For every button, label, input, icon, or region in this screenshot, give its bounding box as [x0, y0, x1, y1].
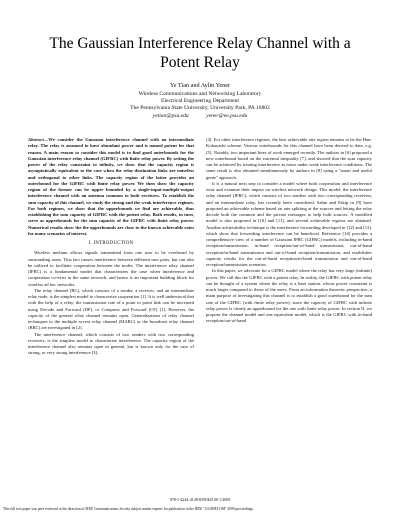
affiliation-block [20, 91, 380, 120]
footer-peer-review-note: This full text paper was peer reviewed at the direction of IEEE Communications Society subject matter experts for publication in the IEEE "GLOBECOM" 2009 proceedings. [3, 507, 254, 511]
right-column [206, 137, 372, 325]
author-email-1: yetian@psu.edu [152, 112, 189, 119]
intro-paragraph-1: Wireless medium allows signals transmitted from one user to be overheard by surrounding users. This fact causes interference between different user pairs, but can also be utilized to facilitate cooperation between the nodes. The interference relay channel (IFRC) is a fundamental model that characterizes the case when interference and cooperation co-exist in the same network, and hence is an important building block for wireless ad hoc networks. [28, 250, 194, 287]
left-column [28, 137, 194, 357]
affiliation-university: The Pennsylvania State University, University Park, PA 16802 [130, 105, 270, 112]
paper-title [20, 34, 380, 72]
affiliation-lab: Wireless Communications and Networking Laboratory [138, 91, 262, 97]
author-names: Ye Tian and Aylin Yener [169, 82, 231, 89]
abstract-text: —We consider the Gaussian interference channel with an intermediate relay. The relay is assumed to have abundant power and is named potent for that reason. A main reason to consider this model is to find good outerbounds for the Gaussian interference relay channel (GIFRC) with finite relay power. By setting the power of the relay constraint to infinity, we show that the capacity region is asymptotically equivalent to the case when the relay-destination links are noiseless and orthogonal to other links. The capacity region of the latter provides an outerbound for the GIFRC with finite relay power. We then show the capacity region of the former can be upper bounded by a single-input-multiple-output interference channel with an antenna common to both receivers. To establish the sum capacity of this channel, we study the strong and the weak interference regimes. For both regimes, we show that the upperbounds we find are achievable, thus establishing the sum capacity of GIFRC with the potent relay. Both results, in turn, serve as upperbounds for the sum capacity of the GIFRC with finite relay power. Numerical results show the the upperbounds are close to the known achievable rates for many scenarios of interest. [28, 137, 194, 236]
right-paragraph-2: It is a natural next step to consider a model where both cooperation and interference exist and examine their impact on wireless network design. This model, the interference relay channel (IFRC), which consists of two senders with two corresponding receivers, and an intermediate relay, has recently been considered. Sahin and Erkip in [9] have proposed an achievable scheme based on rate splitting at the sources and letting the relay decode both the common and the private messages to help both sources. A modified model is also proposed in [10] and [11], and several achievable regions are obtained. Another achievability technique is the interference forwarding developed in [12] and [13], which show that forwarding interference can be beneficial. Reference [14] provides a comprehensive view of a number of Gaussian IFRC (GIFRC) models, including in-band reception/transmission, in-band reception/out-of-band transmission, out-of-band reception/in-band transmission and out-of-band reception/transmission, and establishes capacity results for the out-of-band reception/in-band transmission and out-of-band reception/transmission scenarios. [206, 180, 372, 267]
section-heading-introduction: I. INTRODUCTION [88, 241, 134, 246]
right-paragraph-1: [4]. For other interference regimes, the best achievable rate region remains to be the Han-Kobayashi scheme. Various outerbounds for this channel have been derived to date, e.g. [5]. Notably, two important lines of work emerged recently. The authors in [6] proposed a new outerbound based on the extremal inequality [7], and showed that the sum capacity can be achieved by treating interference as noise under weak interference conditions. The same result is also obtained simultaneously by authors in [8] using a "smart and useful genie" approach. [206, 137, 372, 180]
author-email-2: yener@ee.psu.edu [206, 112, 248, 119]
paper-title-line-1: The Gaussian Interference Relay Channel with a [49, 35, 351, 52]
right-paragraph-3: In this paper, we advocate for a GIFRC model where the relay has very large (infinite) power. We call this the GIFRC with a potent relay. In reality, the GIFRC with potent relay can be thought of a system where the relay is a base station, whose power constraint is much larger compared to those of the users. From an information theoretic perspective, a main purpose of investigating this channel is to establish a good outerbound for the sum rate of the GIFRC (with finite relay power), since the capacity of GIFRC with infinite relay power is clearly an upperbound for the one with finite relay power. In section II, we propose the channel model and one equivalent model, which is the GIFRC with in-band reception/out-of-band [206, 268, 372, 324]
paper-title-line-2: Potent Relay [160, 54, 240, 71]
abstract-label: Abstract [28, 137, 44, 142]
footer-copyright-code: 978-1-4244-4148-8/09/$25.00 ©2009 [169, 497, 231, 502]
affiliation-department: Electrical Engineering Department [161, 98, 239, 105]
intro-paragraph-2: The relay channel (RC), which consists of a sender, a receiver, and an intermediate relay node, is the simplest model to characterize cooperation [1]. It is well understood that with the help of a relay, the transmission rate of a point to point link can be increased using Decode and Forward (DF), or Compress and Forward (CF) [1]. However, the capacity of the general relay channel remains open. Generalizations of relay channel techniques to the multiple access relay channel (MARC) or the broadcast relay channel (BRC) are investigated in [2]. [28, 287, 194, 331]
author-emails [20, 113, 380, 120]
abstract [28, 137, 194, 237]
intro-paragraph-3: The interference channel, which consists of two senders with two corresponding receivers, is the simplest model to characterize interference. The capacity region of the interference channel also remains open in general, but is known only for the case of strong, or very strong interference [3], [28, 331, 194, 356]
